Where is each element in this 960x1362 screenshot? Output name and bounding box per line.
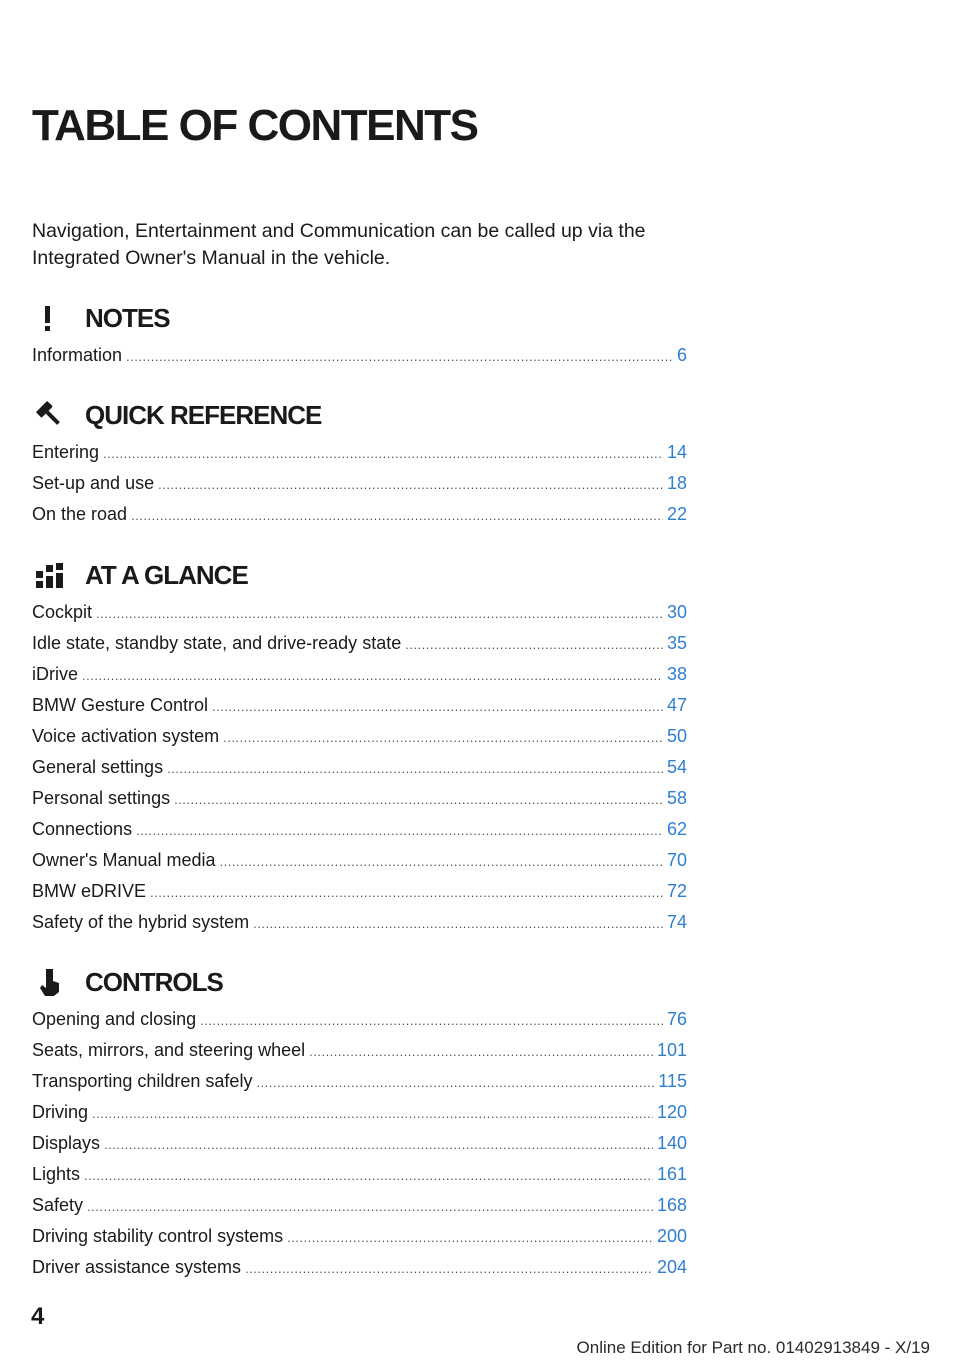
section-title: NOTES bbox=[85, 302, 170, 333]
toc-entry[interactable] bbox=[32, 1159, 687, 1190]
toc-page-link[interactable]: 50 bbox=[666, 726, 687, 746]
toc-entry-label: Owner's Manual media bbox=[32, 850, 216, 870]
toc-page-link[interactable]: 101 bbox=[656, 1040, 687, 1060]
toc-entry-label: Seats, mirrors, and steering wheel bbox=[32, 1040, 306, 1060]
dot-leader bbox=[84, 1160, 653, 1191]
toc-page-link[interactable]: 62 bbox=[666, 819, 687, 839]
toc-page-link[interactable]: 35 bbox=[666, 633, 687, 653]
dot-leader bbox=[150, 877, 663, 908]
toc-entry[interactable] bbox=[32, 783, 687, 814]
dot-leader bbox=[253, 908, 663, 939]
dot-leader bbox=[136, 815, 663, 846]
toc-entry-label: Information bbox=[32, 345, 123, 365]
toc-entry[interactable] bbox=[32, 1252, 687, 1283]
toc-entry-label: Safety bbox=[32, 1195, 84, 1215]
toc-page-link[interactable]: 54 bbox=[666, 757, 687, 777]
toc-page-link[interactable]: 76 bbox=[666, 1009, 687, 1029]
toc-entry[interactable] bbox=[32, 1004, 687, 1035]
dot-leader bbox=[158, 469, 663, 500]
toc-entry-label: General settings bbox=[32, 757, 164, 777]
section-notes bbox=[32, 302, 687, 371]
toc-page-link[interactable]: 115 bbox=[658, 1071, 687, 1091]
dot-leader bbox=[167, 753, 663, 784]
toc-entry-label: Driving bbox=[32, 1102, 89, 1122]
grid-icon bbox=[32, 559, 68, 591]
toc-page-link[interactable]: 161 bbox=[656, 1164, 687, 1184]
dot-leader bbox=[126, 341, 673, 372]
toc-entry-label: On the road bbox=[32, 504, 128, 524]
toc-page-link[interactable]: 18 bbox=[666, 473, 687, 493]
section-header bbox=[32, 399, 687, 431]
page-number: 4 bbox=[31, 1303, 45, 1330]
section-header bbox=[32, 302, 687, 334]
dot-leader bbox=[96, 598, 663, 629]
dot-leader bbox=[174, 784, 663, 815]
toc-page-link[interactable]: 70 bbox=[666, 850, 687, 870]
section-header bbox=[32, 966, 687, 998]
toc-entry[interactable] bbox=[32, 845, 687, 876]
toc-page-link[interactable]: 22 bbox=[666, 504, 687, 524]
toc-entry[interactable] bbox=[32, 597, 687, 628]
toc-entry[interactable] bbox=[32, 690, 687, 721]
toc-page-link[interactable]: 30 bbox=[666, 602, 687, 622]
dot-leader bbox=[87, 1191, 653, 1222]
toc-list bbox=[32, 437, 687, 530]
toc-page-link[interactable]: 204 bbox=[656, 1257, 687, 1277]
toc-page-link[interactable]: 6 bbox=[676, 345, 687, 365]
toc-entry[interactable] bbox=[32, 876, 687, 907]
toc-entry[interactable] bbox=[32, 628, 687, 659]
toc-entry-label: Idle state, standby state, and drive-ready state bbox=[32, 633, 402, 653]
toc-entry[interactable] bbox=[32, 1221, 687, 1252]
toc-entry-label: Personal settings bbox=[32, 788, 171, 808]
toc-list bbox=[32, 340, 687, 371]
toc-entry[interactable] bbox=[32, 1128, 687, 1159]
toc-entry[interactable] bbox=[32, 340, 687, 371]
toc-entry-label: BMW Gesture Control bbox=[32, 695, 209, 715]
section-title: AT A GLANCE bbox=[85, 559, 248, 590]
toc-page-link[interactable]: 72 bbox=[666, 881, 687, 901]
toc-page-link[interactable]: 14 bbox=[666, 442, 687, 462]
dot-leader bbox=[256, 1067, 654, 1098]
toc-entry[interactable] bbox=[32, 814, 687, 845]
toc-entry[interactable] bbox=[32, 1190, 687, 1221]
toc-entry-label: Connections bbox=[32, 819, 133, 839]
toc-page-link[interactable]: 168 bbox=[656, 1195, 687, 1215]
section-title: QUICK REFERENCE bbox=[85, 399, 322, 430]
toc-entry-label: Lights bbox=[32, 1164, 81, 1184]
section-title: CONTROLS bbox=[85, 966, 223, 997]
dot-leader bbox=[92, 1098, 653, 1129]
toc-page-link[interactable]: 120 bbox=[656, 1102, 687, 1122]
toc-page-link[interactable]: 47 bbox=[666, 695, 687, 715]
toc-entry[interactable] bbox=[32, 721, 687, 752]
toc-page-link[interactable]: 140 bbox=[656, 1133, 687, 1153]
dot-leader bbox=[131, 500, 663, 531]
section-quick-reference bbox=[32, 399, 687, 530]
toc-entry-label: Cockpit bbox=[32, 602, 93, 622]
toc-entry-label: Opening and closing bbox=[32, 1009, 197, 1029]
toc-entry[interactable] bbox=[32, 1097, 687, 1128]
page-title: TABLE OF CONTENTS bbox=[32, 101, 478, 150]
dot-leader bbox=[287, 1222, 653, 1253]
exclamation-icon bbox=[32, 302, 68, 334]
toc-page-link[interactable]: 74 bbox=[666, 912, 687, 932]
intro-text: Navigation, Entertainment and Communication can be called up via the Integrated Owner's Manual in the vehicle. bbox=[32, 220, 646, 269]
dot-leader bbox=[103, 438, 663, 469]
toc-page-link[interactable]: 200 bbox=[656, 1226, 687, 1246]
toc-list bbox=[32, 1004, 687, 1283]
section-header bbox=[32, 559, 687, 591]
footer-edition: Online Edition for Part no. 01402913849 - X/19 bbox=[576, 1338, 930, 1357]
toc-entry[interactable] bbox=[32, 752, 687, 783]
toc-entry-label: Voice activation system bbox=[32, 726, 220, 746]
toc-entry-label: Displays bbox=[32, 1133, 101, 1153]
toc-entry[interactable] bbox=[32, 907, 687, 938]
toc-entry-label: Set-up and use bbox=[32, 473, 155, 493]
toc-entry-label: Transporting children safely bbox=[32, 1071, 253, 1091]
dot-leader bbox=[223, 722, 663, 753]
dot-leader bbox=[104, 1129, 653, 1160]
toc-entry-label: Driver assistance systems bbox=[32, 1257, 242, 1277]
toc-entry-label: BMW eDRIVE bbox=[32, 881, 147, 901]
toc-entry-label: iDrive bbox=[32, 664, 79, 684]
dot-leader bbox=[212, 691, 663, 722]
dot-leader bbox=[405, 629, 663, 660]
dot-leader bbox=[309, 1036, 653, 1067]
toc-entry[interactable] bbox=[32, 659, 687, 690]
toc-entry-label: Safety of the hybrid system bbox=[32, 912, 250, 932]
toc-entry-label: Driving stability control systems bbox=[32, 1226, 284, 1246]
toc-list bbox=[32, 597, 687, 938]
dot-leader bbox=[245, 1253, 653, 1284]
toc-entry[interactable] bbox=[32, 1066, 687, 1097]
dot-leader bbox=[220, 846, 663, 877]
toc-entry[interactable] bbox=[32, 499, 687, 530]
toc-page-link[interactable]: 38 bbox=[666, 664, 687, 684]
toc-page-link[interactable]: 58 bbox=[666, 788, 687, 808]
toc-entry[interactable] bbox=[32, 1035, 687, 1066]
section-controls bbox=[32, 966, 687, 1283]
hammer-icon bbox=[32, 399, 68, 431]
dot-leader bbox=[82, 660, 663, 691]
toc-entry-label: Entering bbox=[32, 442, 100, 462]
toc-entry[interactable] bbox=[32, 437, 687, 468]
dot-leader bbox=[200, 1005, 663, 1036]
section-at-a-glance bbox=[32, 559, 687, 938]
hand-pointer-icon bbox=[32, 966, 68, 998]
toc-entry[interactable] bbox=[32, 468, 687, 499]
